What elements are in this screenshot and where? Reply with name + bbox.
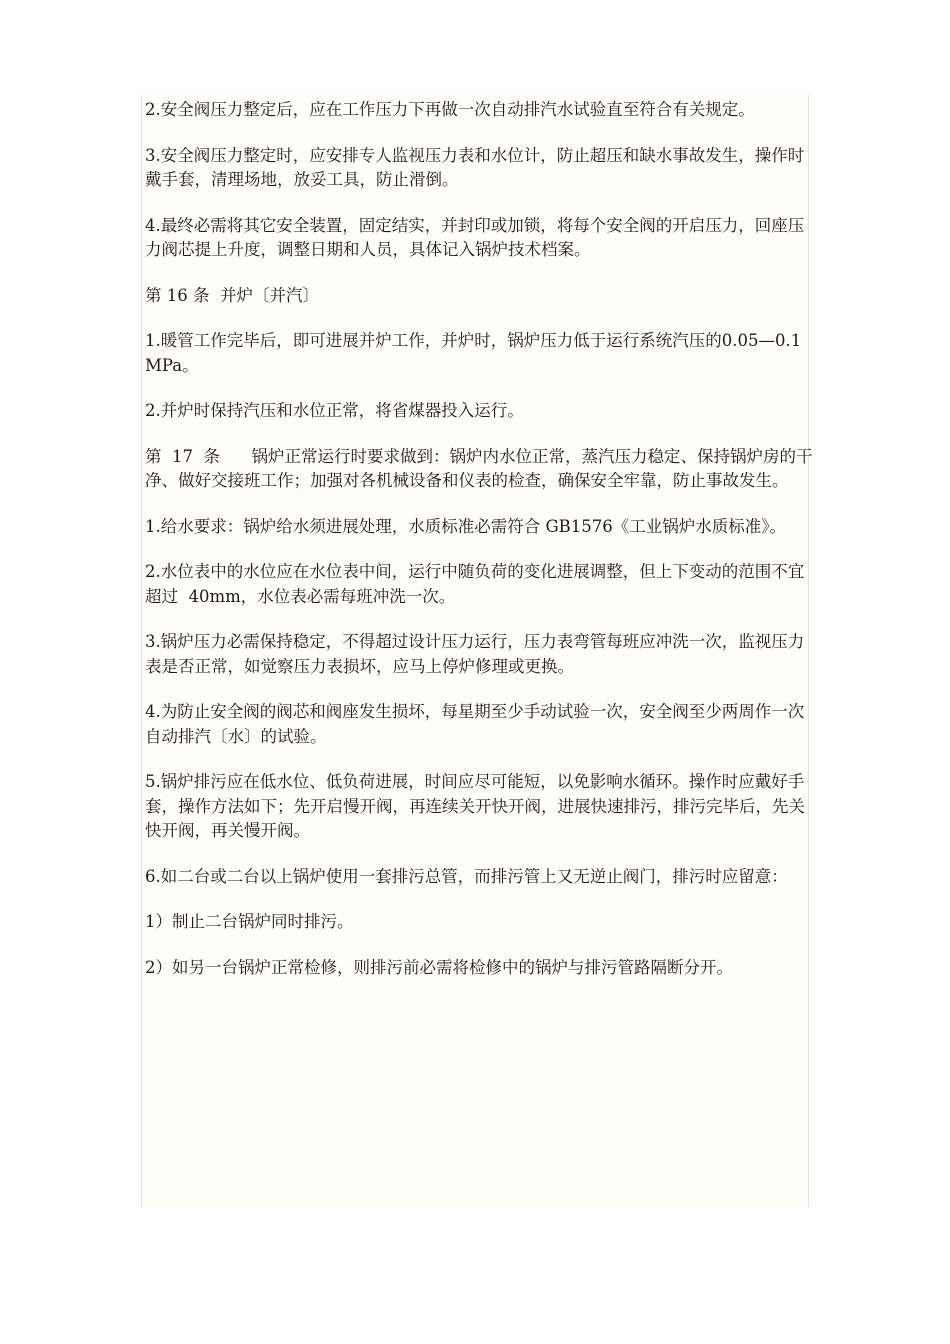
paragraph-parallel-boiler-pressure: 1.暖管工作完毕后，即可进展并炉工作，并炉时，锅炉压力低于运行系统汽压的0.05—0.1MPa。 — [145, 331, 802, 375]
paragraph-safety-devices-sealing: 4.最终必需将其它安全装置，固定结实，并封印或加锁，将每个安全阀的开启压力，回座压力阀芯提上升度，调整日期和人员，具体记入锅炉技术档案。 — [145, 215, 805, 259]
paragraph-safety-valve-testing: 4.为防止安全阀的阀芯和阀座发生损坏，每星期至少手动试验一次，安全阀至少两周作一次自动排汽〔水〕的试验。 — [145, 702, 805, 746]
section-heading-article-17: 第 17 条 锅炉正常运行时要求做到：锅炉内水位正常，蒸汽压力稳定、保持锅炉房的干净、做好交接班工作；加强对各机械设备和仪表的检查，确保安全牢靠，防止事故发生。 — [145, 446, 813, 490]
paragraph-safety-valve-retest: 2.安全阀压力整定后，应在工作压力下再做一次自动排汽水试验直至符合有关规定。 — [145, 100, 755, 119]
paragraph-blowdown-procedure: 5.锅炉排污应在低水位、低负荷进展，时间应尽可能短，以免影响水循环。操作时应戴好手套，操作方法如下；先开启慢开阀，再连续关开快开阀，进展快速排污，排污完毕后，先关快开阀，再关慢开阀。 — [145, 772, 805, 840]
paragraph-water-level-gauge: 2.水位表中的水位应在水位表中间，运行中随负荷的变化进展调整，但上下变动的范围不宜超过 40mm，水位表必需每班冲洗一次。 — [145, 562, 805, 606]
paragraph-boiler-pressure: 3.锅炉压力必需保持稳定，不得超过设计压力运行，压力表弯管每班应冲洗一次，监视压力表是否正常，如觉察压力表损坏，应马上停炉修理或更换。 — [145, 632, 805, 676]
list-item-no-simultaneous-blowdown: 1）制止二台锅炉同时排污。 — [145, 912, 354, 931]
document-body — [145, 98, 813, 1001]
paragraph-safety-valve-monitoring: 3.安全阀压力整定时，应安排专人监视压力表和水位计，防止超压和缺水事故发生，操作时戴手套，清理场地，放妥工具，防止滑倒。 — [145, 145, 805, 189]
paragraph-feedwater-requirements: 1.给水要求：锅炉给水须进展处理，水质标准必需符合 GB1576《工业锅炉水质标准》。 — [145, 516, 787, 536]
list-item-isolate-boiler-under-repair: 2）如另一台锅炉正常检修，则排污前必需将检修中的锅炉与排污管路隔断分开。 — [145, 957, 733, 977]
paragraph-parallel-boiler-economizer: 2.并炉时保持汽压和水位正常，将省煤器投入运行。 — [145, 401, 524, 420]
paragraph-shared-blowdown-header: 6.如二台或二台以上锅炉使用一套排污总管，而排污管上又无逆止阀门，排污时应留意： — [145, 866, 788, 886]
section-heading-article-16: 第 16 条 并炉〔并汽〕 — [145, 285, 319, 305]
